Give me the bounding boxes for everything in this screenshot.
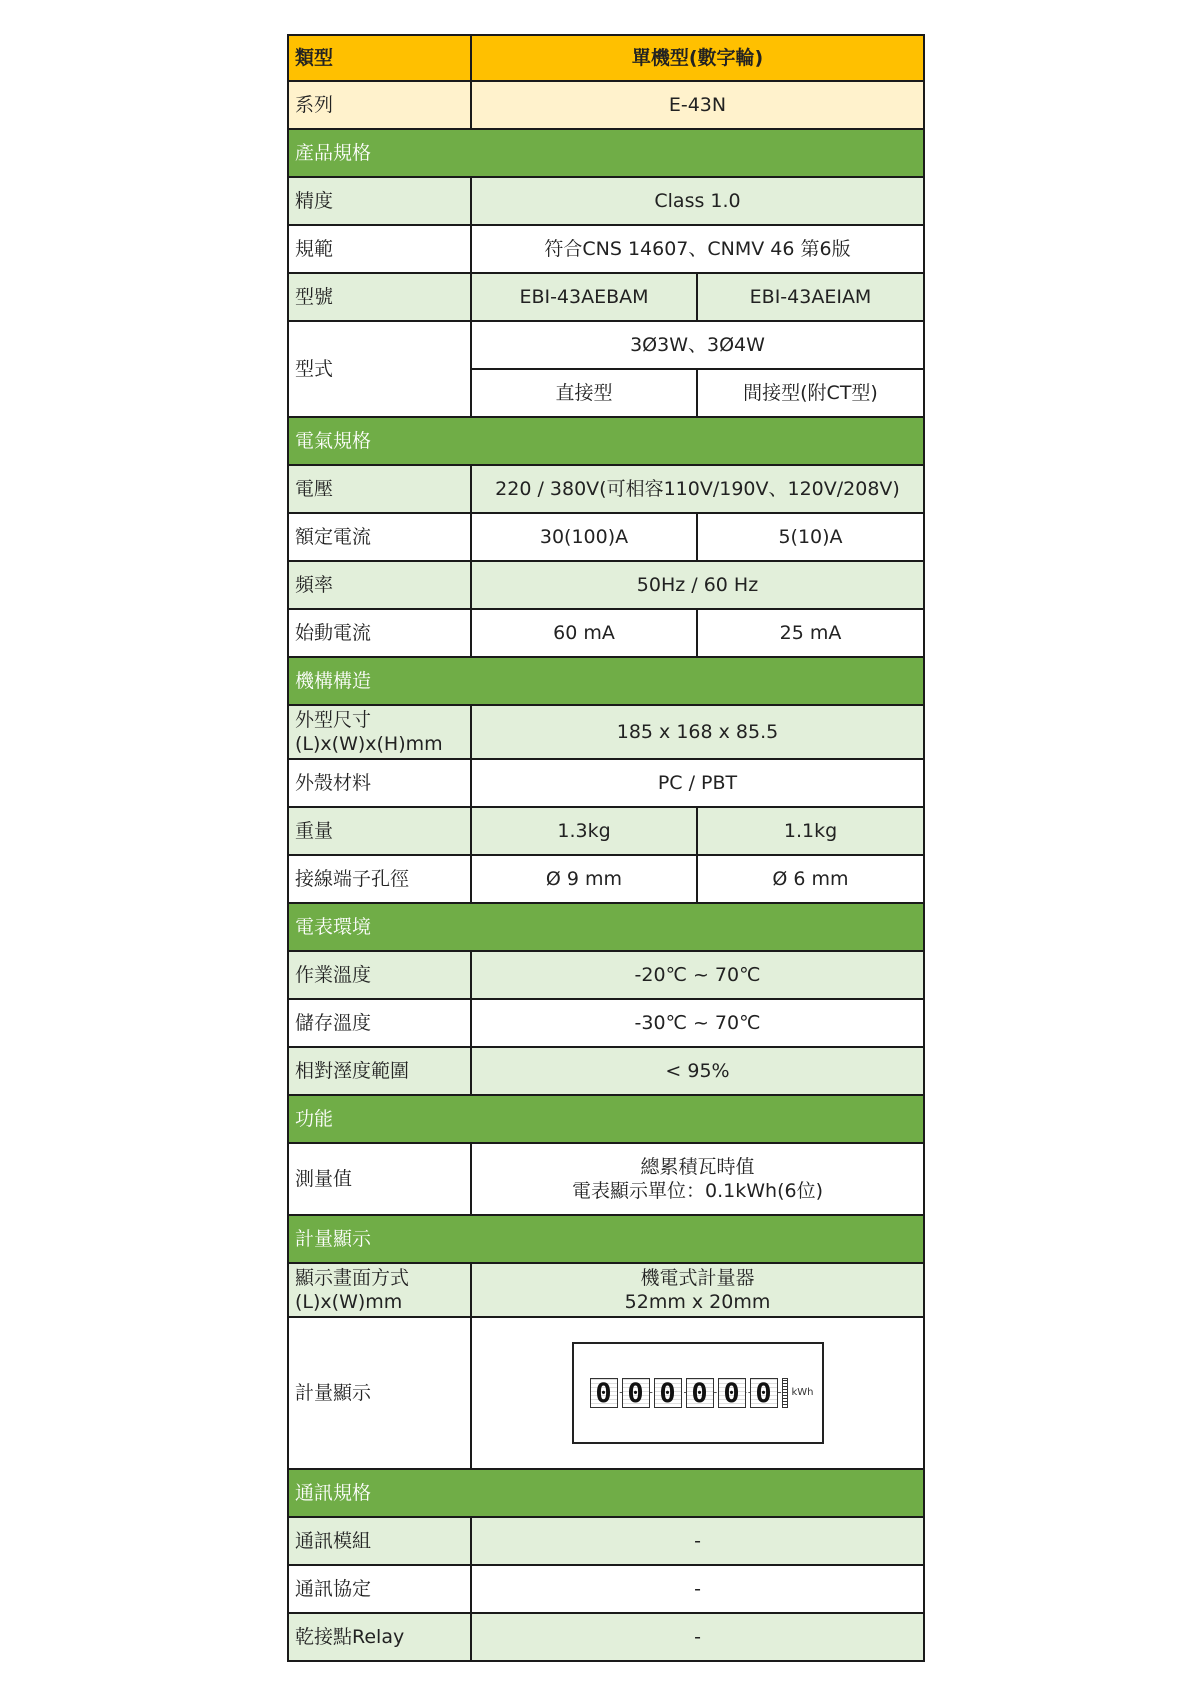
relay-row — [288, 1613, 924, 1661]
starting-current-label: 始動電流 — [288, 609, 471, 657]
section-mechanism — [288, 657, 924, 705]
type-value: 單機型(數字輪) — [471, 35, 924, 81]
model-label: 型號 — [288, 273, 471, 321]
operating-temp-value: -20℃ ~ 70℃ — [471, 951, 924, 999]
measurement-value — [471, 1143, 924, 1215]
starting-current-indirect: 25 mA — [697, 609, 924, 657]
voltage-label: 電壓 — [288, 465, 471, 513]
meter-digit — [686, 1378, 714, 1408]
standard-label: 規範 — [288, 225, 471, 273]
rated-current-indirect: 5(10)A — [697, 513, 924, 561]
rated-current-label: 額定電流 — [288, 513, 471, 561]
relay-value: - — [471, 1613, 924, 1661]
dimensions-label-line2: (L)x(W)x(H)mm — [295, 733, 443, 755]
voltage-row — [288, 465, 924, 513]
comm-module-row — [288, 1517, 924, 1565]
operating-temp-label: 作業溫度 — [288, 951, 471, 999]
operating-temp-row — [288, 951, 924, 999]
standard-row — [288, 225, 924, 273]
terminal-hole-label: 接線端子孔徑 — [288, 855, 471, 903]
meter-digit-value: 0 — [755, 1378, 772, 1409]
weight-row — [288, 807, 924, 855]
model-row — [288, 273, 924, 321]
voltage-value: 220 / 380V(可相容110V/190V、120V/208V) — [471, 465, 924, 513]
type-wiring-row — [288, 321, 924, 369]
meter-unit: kWh — [791, 1387, 814, 1398]
accuracy-value: Class 1.0 — [471, 177, 924, 225]
rated-current-direct: 30(100)A — [471, 513, 697, 561]
section-function-title: 功能 — [288, 1095, 924, 1143]
spec-table — [287, 34, 925, 1662]
series-label: 系列 — [288, 81, 471, 129]
meter-counter-image — [572, 1342, 824, 1444]
case-material-row — [288, 759, 924, 807]
meter-digit-value: 0 — [659, 1378, 676, 1409]
section-comm-title: 通訊規格 — [288, 1469, 924, 1517]
type-row — [288, 35, 924, 81]
measurement-row — [288, 1143, 924, 1215]
display-method-value — [471, 1263, 924, 1317]
standard-value: 符合CNS 14607、CNMV 46 第6版 — [471, 225, 924, 273]
accuracy-row — [288, 177, 924, 225]
form-wiring: 3Ø3W、3Ø4W — [471, 321, 924, 369]
measurement-label: 測量值 — [288, 1143, 471, 1215]
meter-decimal-wheel — [782, 1378, 788, 1408]
storage-temp-label: 儲存溫度 — [288, 999, 471, 1047]
type-label: 類型 — [288, 35, 471, 81]
meter-digit-value: 0 — [691, 1378, 708, 1409]
section-display-title: 計量顯示 — [288, 1215, 924, 1263]
meter-digit-wheels — [590, 1378, 814, 1408]
display-method-value-line2: 52mm x 20mm — [624, 1291, 771, 1313]
section-environment — [288, 903, 924, 951]
section-electrical-title: 電氣規格 — [288, 417, 924, 465]
meter-display-label: 計量顯示 — [288, 1317, 471, 1469]
display-method-label-line2: (L)x(W)mm — [295, 1291, 403, 1313]
section-display — [288, 1215, 924, 1263]
terminal-hole-direct: Ø 9 mm — [471, 855, 697, 903]
starting-current-row — [288, 609, 924, 657]
model-indirect: EBI-43AEIAM — [697, 273, 924, 321]
meter-digit — [622, 1378, 650, 1408]
series-value: E-43N — [471, 81, 924, 129]
form-direct: 直接型 — [471, 369, 697, 417]
comm-module-label: 通訊模組 — [288, 1517, 471, 1565]
section-function — [288, 1095, 924, 1143]
section-product-title: 產品規格 — [288, 129, 924, 177]
meter-display-row — [288, 1317, 924, 1469]
section-environment-title: 電表環境 — [288, 903, 924, 951]
meter-digit-value: 0 — [723, 1378, 740, 1409]
meter-digit-value: 0 — [595, 1378, 612, 1409]
dimensions-row — [288, 705, 924, 759]
form-label: 型式 — [288, 321, 471, 417]
meter-digit — [750, 1378, 778, 1408]
humidity-label: 相對溼度範圍 — [288, 1047, 471, 1095]
storage-temp-row — [288, 999, 924, 1047]
comm-protocol-row — [288, 1565, 924, 1613]
comm-protocol-value: - — [471, 1565, 924, 1613]
display-method-label — [288, 1263, 471, 1317]
terminal-hole-row — [288, 855, 924, 903]
humidity-value: < 95% — [471, 1047, 924, 1095]
display-method-row — [288, 1263, 924, 1317]
model-direct: EBI-43AEBAM — [471, 273, 697, 321]
meter-display-cell — [471, 1317, 924, 1469]
form-indirect: 間接型(附CT型) — [697, 369, 924, 417]
frequency-row — [288, 561, 924, 609]
dimensions-value: 185 x 168 x 85.5 — [471, 705, 924, 759]
series-row — [288, 81, 924, 129]
dimensions-label-line1: 外型尺寸 — [295, 709, 372, 731]
display-method-value-line1: 機電式計量器 — [640, 1267, 755, 1289]
meter-digit — [590, 1378, 618, 1408]
comm-module-value: - — [471, 1517, 924, 1565]
weight-indirect: 1.1kg — [697, 807, 924, 855]
case-material-value: PC / PBT — [471, 759, 924, 807]
meter-digit — [718, 1378, 746, 1408]
measurement-value-line1: 總累積瓦時值 — [640, 1156, 755, 1178]
section-electrical — [288, 417, 924, 465]
relay-label: 乾接點Relay — [288, 1613, 471, 1661]
starting-current-direct: 60 mA — [471, 609, 697, 657]
frequency-label: 頻率 — [288, 561, 471, 609]
display-method-label-line1: 顯示畫面方式 — [295, 1267, 410, 1289]
weight-label: 重量 — [288, 807, 471, 855]
comm-protocol-label: 通訊協定 — [288, 1565, 471, 1613]
frequency-value: 50Hz / 60 Hz — [471, 561, 924, 609]
accuracy-label: 精度 — [288, 177, 471, 225]
section-product — [288, 129, 924, 177]
weight-direct: 1.3kg — [471, 807, 697, 855]
humidity-row — [288, 1047, 924, 1095]
section-comm — [288, 1469, 924, 1517]
storage-temp-value: -30℃ ~ 70℃ — [471, 999, 924, 1047]
measurement-value-line2: 電表顯示單位：0.1kWh(6位) — [572, 1180, 823, 1202]
section-mechanism-title: 機構構造 — [288, 657, 924, 705]
rated-current-row — [288, 513, 924, 561]
terminal-hole-indirect: Ø 6 mm — [697, 855, 924, 903]
meter-digit-value: 0 — [627, 1378, 644, 1409]
meter-digit — [654, 1378, 682, 1408]
dimensions-label — [288, 705, 471, 759]
case-material-label: 外殼材料 — [288, 759, 471, 807]
